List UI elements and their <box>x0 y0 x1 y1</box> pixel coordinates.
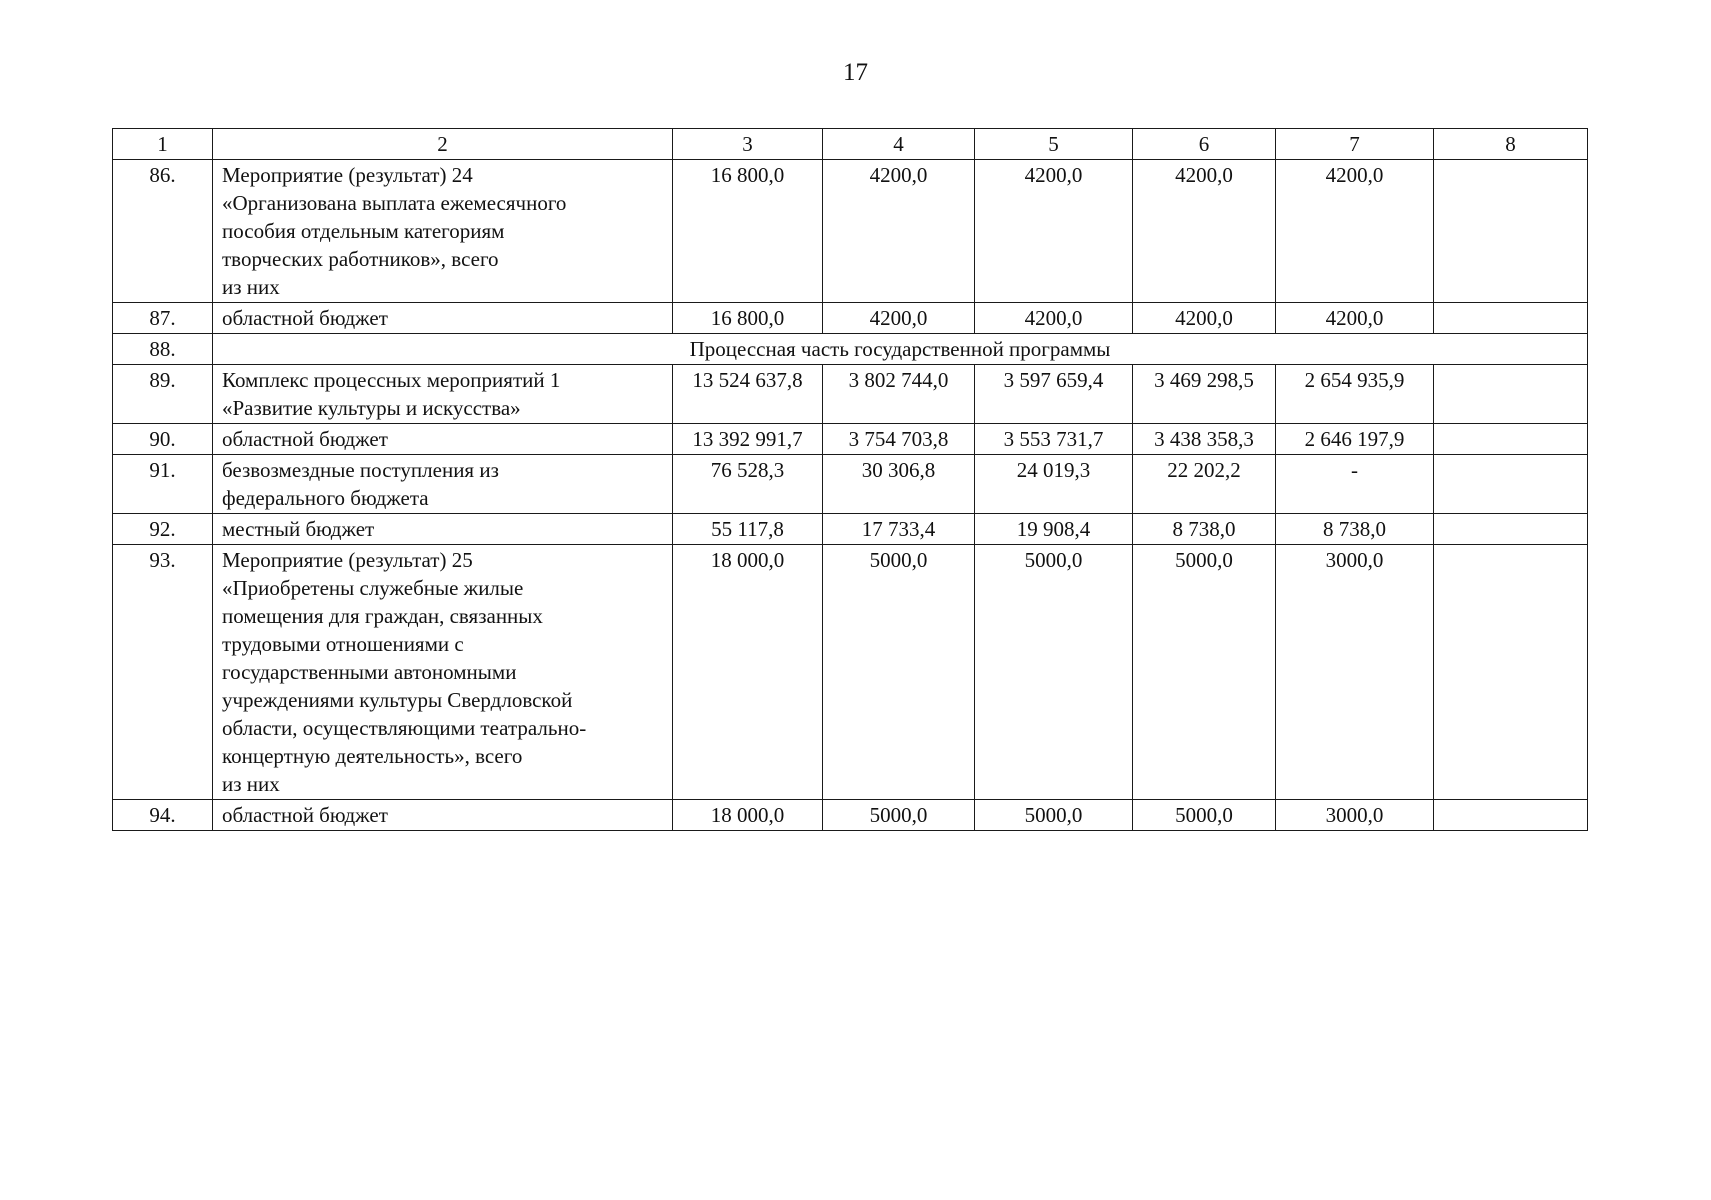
row-name-line: творческих работников», всего <box>222 247 499 271</box>
value-cell-col-5: 3 553 731,7 <box>975 424 1133 455</box>
row-name-line: трудовыми отношениями с <box>222 632 464 656</box>
row-name-cell <box>213 365 673 424</box>
row-number-cell: 94. <box>113 800 213 831</box>
value-cell-col-8 <box>1434 160 1588 303</box>
row-name-line: области, осуществляющими театрально- <box>222 716 587 740</box>
row-name-line: пособия отдельным категориям <box>222 219 505 243</box>
header-row <box>113 129 1588 160</box>
value-cell-col-4: 4200,0 <box>823 303 975 334</box>
value-cell-col-3: 18 000,0 <box>673 545 823 800</box>
row-name-line: помещения для граждан, связанных <box>222 604 543 628</box>
row-name-line: «Организована выплата ежемесячного <box>222 191 567 215</box>
row-name-line: федерального бюджета <box>222 486 429 510</box>
header-cell: 7 <box>1276 129 1434 160</box>
value-cell-col-8 <box>1434 545 1588 800</box>
row-name-line: учреждениями культуры Свердловской <box>222 688 573 712</box>
value-cell-col-5: 3 597 659,4 <box>975 365 1133 424</box>
value-cell-col-3: 16 800,0 <box>673 303 823 334</box>
value-cell-col-5: 4200,0 <box>975 160 1133 303</box>
header-cell: 1 <box>113 129 213 160</box>
table-row <box>113 303 1588 334</box>
value-cell-col-7: 4200,0 <box>1276 303 1434 334</box>
table-row <box>113 334 1588 365</box>
row-name-line: областной бюджет <box>222 803 388 827</box>
row-number-cell: 86. <box>113 160 213 303</box>
value-cell-col-7: 3000,0 <box>1276 545 1434 800</box>
row-name-line: Мероприятие (результат) 25 <box>222 548 473 572</box>
value-cell-col-5: 5000,0 <box>975 800 1133 831</box>
row-name-cell <box>213 303 673 334</box>
row-number-cell: 87. <box>113 303 213 334</box>
value-cell-col-7: - <box>1276 455 1434 514</box>
value-cell-col-4: 30 306,8 <box>823 455 975 514</box>
value-cell-col-7: 8 738,0 <box>1276 514 1434 545</box>
value-cell-col-3: 18 000,0 <box>673 800 823 831</box>
row-name-cell <box>213 160 673 303</box>
value-cell-col-8 <box>1434 365 1588 424</box>
row-name-line: безвозмездные поступления из <box>222 458 499 482</box>
value-cell-col-7: 3000,0 <box>1276 800 1434 831</box>
value-cell-col-8 <box>1434 514 1588 545</box>
row-name-line: областной бюджет <box>222 306 388 330</box>
row-number-cell: 90. <box>113 424 213 455</box>
row-name-cell <box>213 424 673 455</box>
value-cell-col-4: 4200,0 <box>823 160 975 303</box>
section-title-cell: Процессная часть государственной программы <box>213 334 1588 365</box>
row-name-line: государственными автономными <box>222 660 517 684</box>
header-cell: 4 <box>823 129 975 160</box>
value-cell-col-8 <box>1434 800 1588 831</box>
value-cell-col-3: 55 117,8 <box>673 514 823 545</box>
row-name-cell <box>213 545 673 800</box>
header-cell: 8 <box>1434 129 1588 160</box>
table-row <box>113 424 1588 455</box>
row-name-line: местный бюджет <box>222 517 375 541</box>
table-row <box>113 545 1588 800</box>
value-cell-col-4: 5000,0 <box>823 800 975 831</box>
row-name-line: «Развитие культуры и искусства» <box>222 396 521 420</box>
value-cell-col-6: 3 469 298,5 <box>1133 365 1276 424</box>
value-cell-col-7: 2 646 197,9 <box>1276 424 1434 455</box>
value-cell-col-6: 8 738,0 <box>1133 514 1276 545</box>
row-number-cell: 92. <box>113 514 213 545</box>
value-cell-col-5: 5000,0 <box>975 545 1133 800</box>
value-cell-col-4: 3 802 744,0 <box>823 365 975 424</box>
row-name-cell <box>213 455 673 514</box>
row-name-line: из них <box>222 772 280 796</box>
value-cell-col-3: 13 524 637,8 <box>673 365 823 424</box>
header-cell: 3 <box>673 129 823 160</box>
value-cell-col-4: 3 754 703,8 <box>823 424 975 455</box>
value-cell-col-7: 2 654 935,9 <box>1276 365 1434 424</box>
row-number-cell: 91. <box>113 455 213 514</box>
header-cell: 6 <box>1133 129 1276 160</box>
value-cell-col-6: 5000,0 <box>1133 545 1276 800</box>
row-name-cell <box>213 800 673 831</box>
header-cell: 2 <box>213 129 673 160</box>
row-name-line: из них <box>222 275 280 299</box>
row-number-cell: 89. <box>113 365 213 424</box>
table-row <box>113 160 1588 303</box>
value-cell-col-6: 4200,0 <box>1133 303 1276 334</box>
table-row <box>113 455 1588 514</box>
row-name-cell <box>213 514 673 545</box>
table-body <box>113 160 1588 831</box>
value-cell-col-4: 17 733,4 <box>823 514 975 545</box>
row-name-line: Мероприятие (результат) 24 <box>222 163 473 187</box>
budget-table <box>112 128 1588 831</box>
value-cell-col-6: 5000,0 <box>1133 800 1276 831</box>
value-cell-col-5: 24 019,3 <box>975 455 1133 514</box>
value-cell-col-5: 19 908,4 <box>975 514 1133 545</box>
table-row <box>113 800 1588 831</box>
value-cell-col-8 <box>1434 424 1588 455</box>
page-number: 17 <box>843 59 868 86</box>
row-name-line: областной бюджет <box>222 427 388 451</box>
table-row <box>113 514 1588 545</box>
value-cell-col-3: 76 528,3 <box>673 455 823 514</box>
table-row <box>113 365 1588 424</box>
row-number-cell: 93. <box>113 545 213 800</box>
row-name-line: Комплекс процессных мероприятий 1 <box>222 368 561 392</box>
header-cell: 5 <box>975 129 1133 160</box>
value-cell-col-8 <box>1434 455 1588 514</box>
value-cell-col-3: 13 392 991,7 <box>673 424 823 455</box>
value-cell-col-5: 4200,0 <box>975 303 1133 334</box>
row-name-line: «Приобретены служебные жилые <box>222 576 524 600</box>
row-name-line: концертную деятельность», всего <box>222 744 523 768</box>
value-cell-col-8 <box>1434 303 1588 334</box>
value-cell-col-4: 5000,0 <box>823 545 975 800</box>
value-cell-col-6: 22 202,2 <box>1133 455 1276 514</box>
value-cell-col-6: 3 438 358,3 <box>1133 424 1276 455</box>
row-number-cell: 88. <box>113 334 213 365</box>
value-cell-col-3: 16 800,0 <box>673 160 823 303</box>
value-cell-col-7: 4200,0 <box>1276 160 1434 303</box>
value-cell-col-6: 4200,0 <box>1133 160 1276 303</box>
